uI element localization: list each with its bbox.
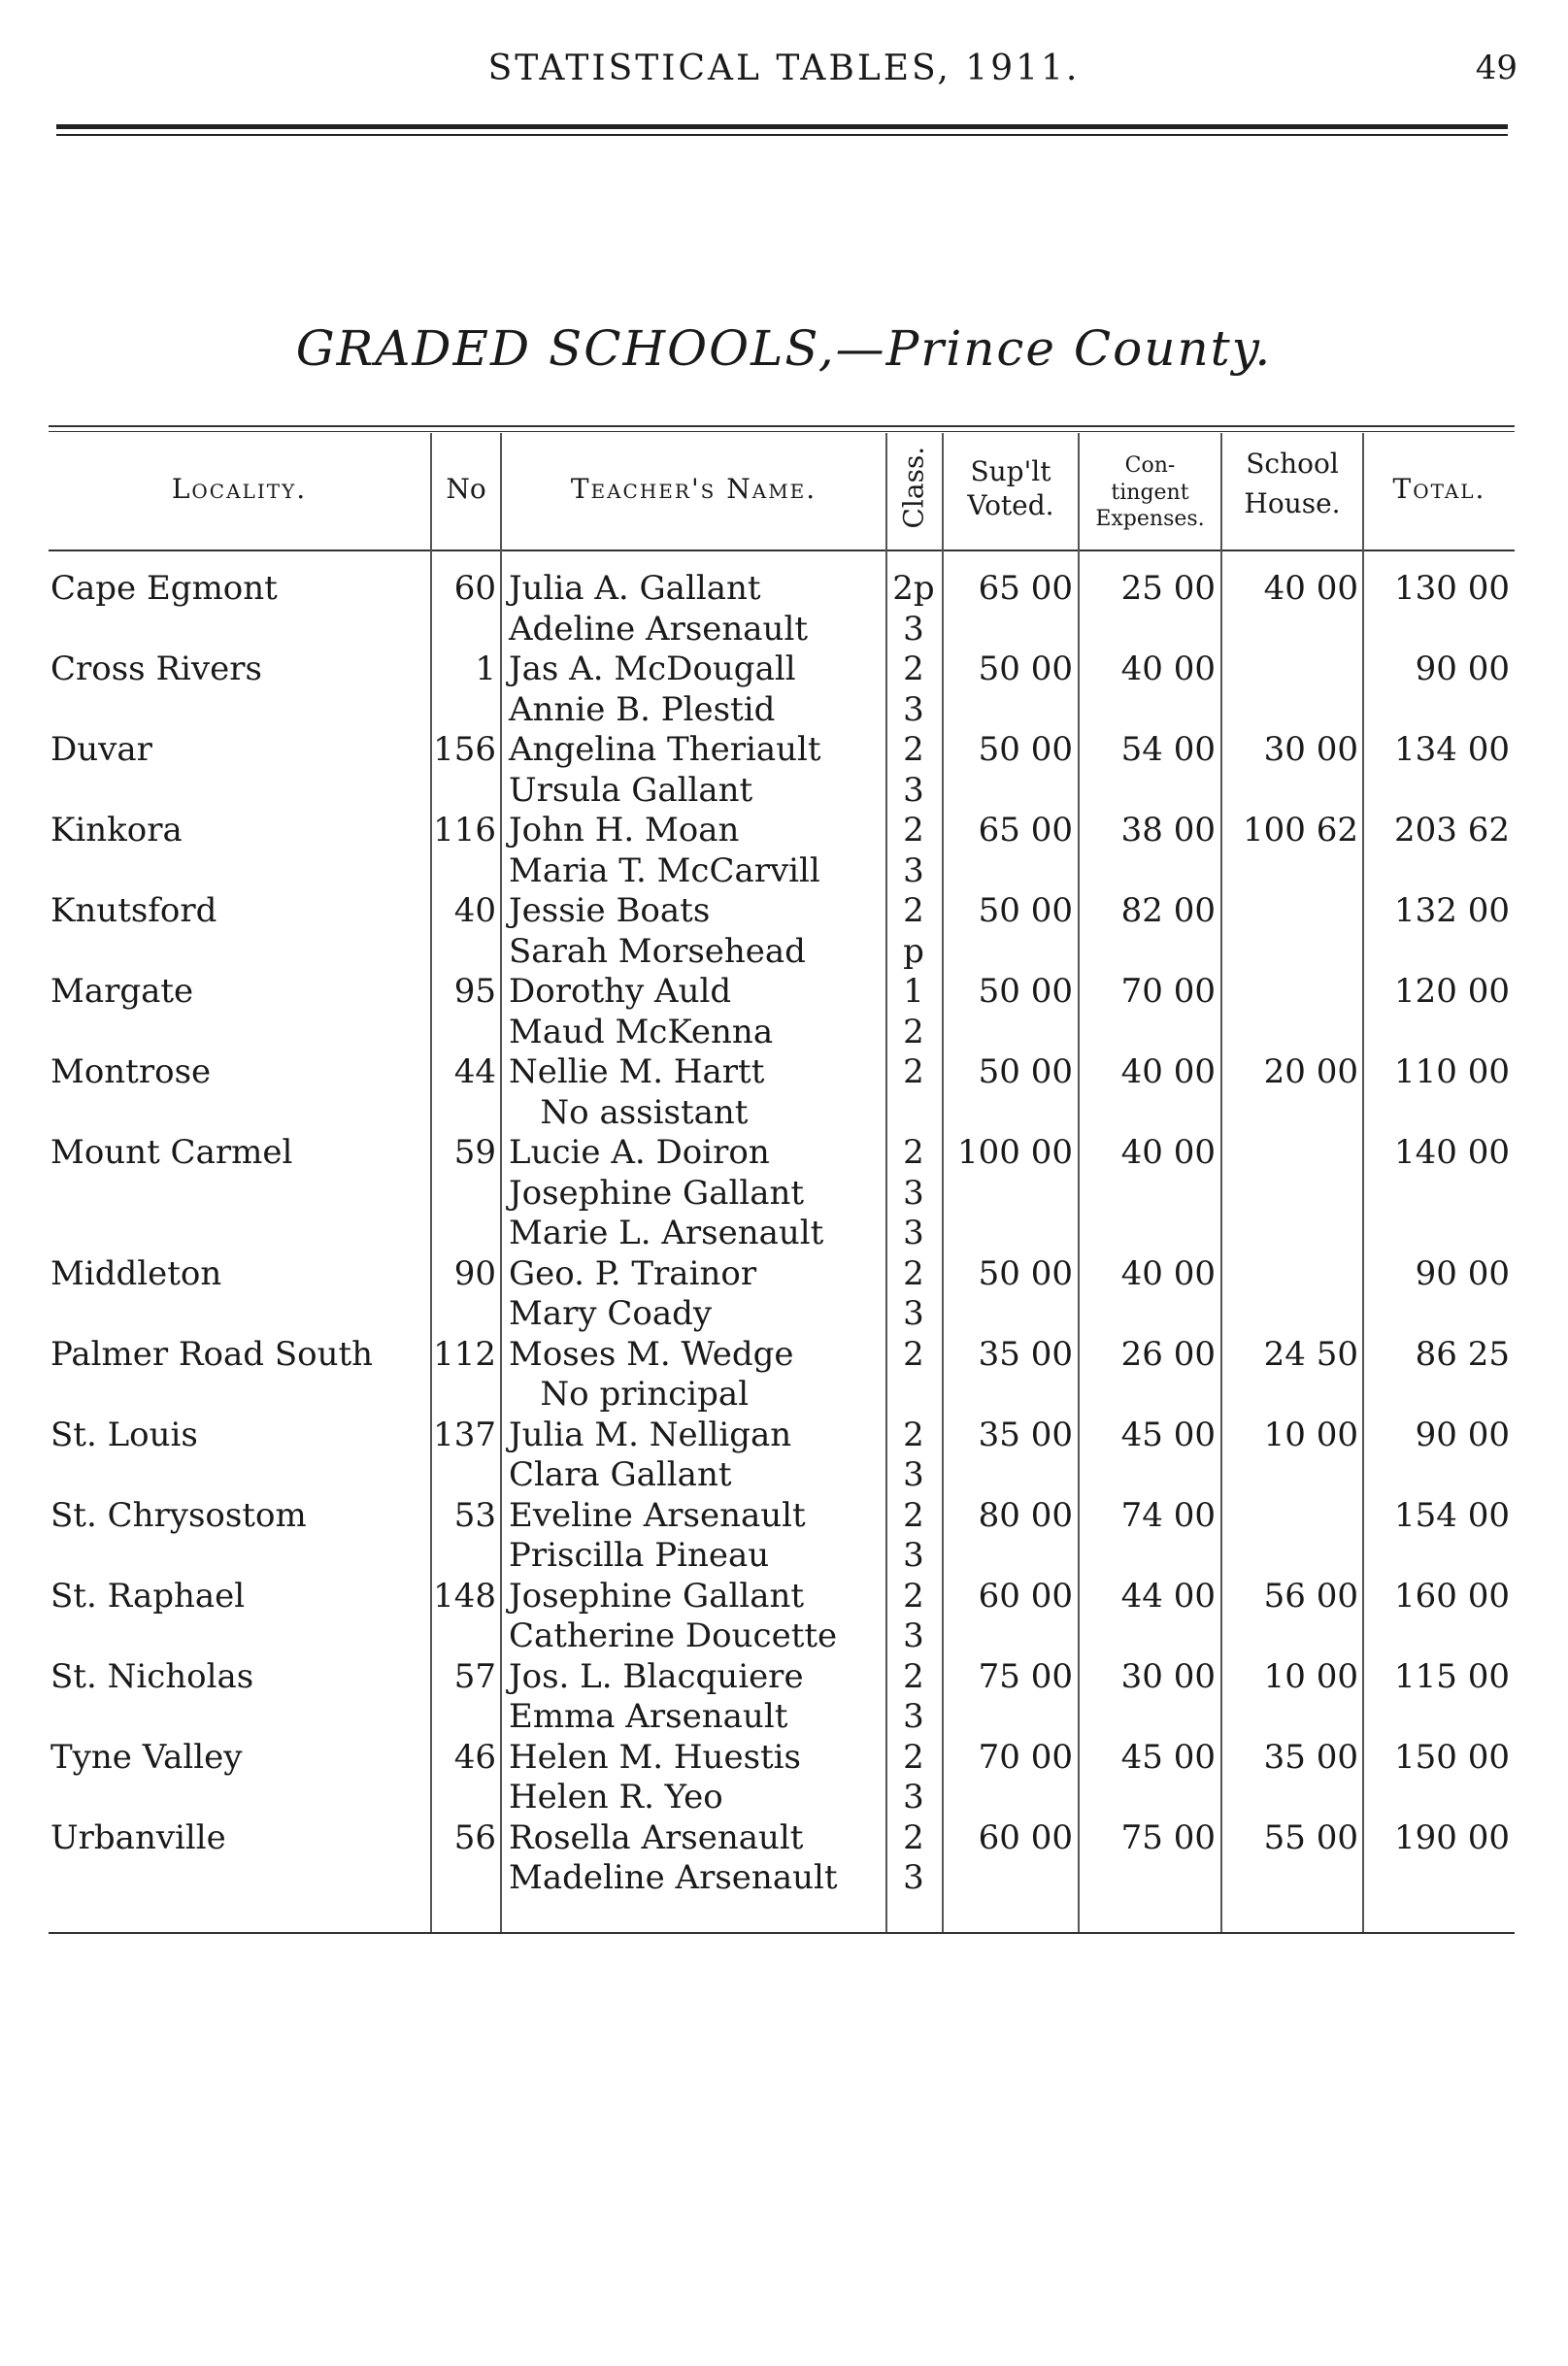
cell-locality: St. Louis: [50, 1415, 198, 1454]
cell-teacher: Nellie M. Hartt: [509, 1052, 765, 1091]
cell-class: 2: [903, 1576, 924, 1616]
cell-teacher: Madeline Arsenault: [509, 1858, 838, 1897]
cell-class: 2: [903, 1817, 924, 1857]
cell-contingent: 30 00: [1120, 1656, 1216, 1696]
cell-no: 40: [453, 891, 496, 930]
divider-no-teacher: [500, 433, 502, 1932]
cell-suplt: 75 00: [978, 1656, 1073, 1696]
cell-school-house: 35 00: [1263, 1737, 1358, 1777]
cell-total: 150 00: [1394, 1737, 1510, 1777]
header-class: Class.: [897, 446, 930, 529]
cell-class: 2: [903, 1052, 924, 1091]
cell-total: 90 00: [1415, 650, 1510, 688]
cell-teacher: Josephine Gallant: [509, 1576, 805, 1616]
cell-suplt: 50 00: [978, 1052, 1073, 1091]
header-no: No: [446, 473, 486, 505]
cell-no: 1: [475, 650, 496, 688]
cell-class: 3: [903, 609, 924, 649]
cell-contingent: 44 00: [1120, 1576, 1216, 1616]
cell-no: 56: [453, 1817, 496, 1857]
cell-no: 116: [433, 811, 496, 850]
cell-locality: Montrose: [50, 1052, 212, 1091]
cell-locality: Margate: [50, 972, 194, 1011]
cell-total: 154 00: [1394, 1495, 1510, 1535]
cell-suplt: 60 00: [978, 1576, 1073, 1616]
cell-class: 3: [903, 1697, 924, 1736]
cell-locality: Knutsford: [50, 891, 217, 930]
cell-teacher: Emma Arsenault: [509, 1697, 788, 1736]
cell-teacher: No principal: [509, 1375, 750, 1414]
cell-class: 3: [903, 770, 924, 810]
cell-total: 120 00: [1394, 972, 1510, 1011]
cell-class: 3: [903, 850, 924, 890]
cell-no: 57: [453, 1656, 496, 1696]
cell-locality: Middleton: [50, 1253, 222, 1293]
cell-suplt: 65 00: [978, 811, 1073, 850]
cell-school-house: 55 00: [1263, 1817, 1358, 1857]
cell-suplt: 35 00: [978, 1334, 1073, 1374]
cell-teacher: Helen R. Yeo: [509, 1778, 723, 1816]
cell-contingent: 45 00: [1120, 1737, 1216, 1777]
cell-class: 3: [903, 1536, 924, 1575]
cell-contingent: 45 00: [1120, 1415, 1216, 1454]
cell-class: 1: [903, 972, 924, 1011]
cell-class: 2: [903, 1133, 924, 1172]
cell-class: 2: [903, 1737, 924, 1777]
cell-total: 90 00: [1415, 1253, 1510, 1293]
header-suplt-line2: Voted.: [967, 489, 1054, 521]
cell-class: 2: [903, 650, 924, 688]
cell-class: 2: [903, 891, 924, 930]
header-locality: Locality.: [171, 473, 308, 505]
cell-teacher: Jessie Boats: [509, 891, 711, 930]
header-school-house: [1222, 447, 1362, 520]
header-suplt-line1: Sup'lt: [970, 455, 1051, 487]
cell-suplt: 80 00: [978, 1495, 1073, 1535]
cell-locality: Cape Egmont: [50, 569, 278, 608]
cell-teacher: Priscilla Pineau: [509, 1536, 770, 1575]
table-top-rule-2: [49, 431, 1515, 432]
cell-teacher: Angelina Theriault: [509, 730, 821, 769]
cell-suplt: 65 00: [978, 569, 1073, 608]
page-number: 49: [1475, 49, 1518, 87]
cell-school-house: 40 00: [1263, 569, 1358, 608]
cell-locality: Urbanville: [50, 1817, 226, 1857]
cell-teacher: Josephine Gallant: [509, 1173, 805, 1213]
cell-class: 3: [903, 1455, 924, 1494]
table-bottom-rule: [49, 1932, 1515, 1934]
cell-class: 3: [903, 1214, 924, 1252]
cell-total: 140 00: [1394, 1133, 1510, 1172]
cell-no: 53: [453, 1495, 496, 1535]
header-suplt: [944, 454, 1078, 522]
cell-class: 3: [903, 1616, 924, 1655]
cell-contingent: 54 00: [1120, 730, 1216, 769]
cell-total: 115 00: [1394, 1656, 1510, 1696]
header-school-house-line1: School: [1246, 448, 1339, 480]
cell-contingent: 26 00: [1120, 1334, 1216, 1374]
cell-teacher: No assistant: [509, 1092, 749, 1132]
cell-teacher: Helen M. Huestis: [509, 1737, 802, 1777]
cell-teacher: Julia A. Gallant: [509, 569, 761, 608]
cell-class: 3: [903, 1294, 924, 1333]
cell-total: 134 00: [1394, 730, 1510, 769]
cell-class: 2: [903, 1656, 924, 1696]
cell-total: 110 00: [1394, 1052, 1510, 1091]
cell-total: 130 00: [1394, 569, 1510, 608]
cell-no: 59: [453, 1133, 496, 1172]
cell-suplt: 70 00: [978, 1737, 1073, 1777]
cell-locality: St. Chrysostom: [50, 1495, 307, 1535]
cell-suplt: 50 00: [978, 730, 1073, 769]
cell-locality: Kinkora: [50, 811, 183, 850]
cell-teacher: Moses M. Wedge: [509, 1334, 794, 1374]
cell-class: p: [903, 931, 924, 971]
cell-teacher: Maud McKenna: [509, 1012, 774, 1051]
cell-contingent: 40 00: [1120, 650, 1216, 688]
cell-teacher: Clara Gallant: [509, 1455, 732, 1494]
table-top-rule: [49, 425, 1515, 427]
cell-suplt: 35 00: [978, 1415, 1073, 1454]
header-total: Total.: [1392, 473, 1486, 505]
cell-locality: St. Raphael: [50, 1576, 246, 1616]
cell-contingent: 40 00: [1120, 1253, 1216, 1293]
cell-contingent: 40 00: [1120, 1133, 1216, 1172]
cell-no: 156: [433, 730, 496, 769]
header-contingent-line1: Con-: [1124, 453, 1176, 478]
cell-class: 2: [903, 1415, 924, 1454]
cell-teacher: Sarah Morsehead: [509, 931, 806, 971]
cell-teacher: Eveline Arsenault: [509, 1495, 806, 1535]
cell-suplt: 50 00: [978, 1253, 1073, 1293]
header-bottom-rule: [49, 550, 1515, 551]
cell-total: 190 00: [1394, 1817, 1510, 1857]
cell-teacher: Jos. L. Blacquiere: [509, 1656, 804, 1696]
cell-teacher: Mary Coady: [509, 1294, 713, 1333]
cell-total: 90 00: [1415, 1415, 1510, 1454]
divider-cont-house: [1220, 433, 1222, 1932]
cell-suplt: 60 00: [978, 1817, 1073, 1857]
cell-teacher: Julia M. Nelligan: [509, 1415, 792, 1454]
cell-contingent: 40 00: [1120, 1052, 1216, 1091]
cell-teacher: Marie L. Arsenault: [509, 1214, 824, 1252]
cell-school-house: 24 50: [1263, 1334, 1358, 1374]
cell-no: 148: [433, 1576, 496, 1616]
cell-suplt: 50 00: [978, 891, 1073, 930]
cell-class: 2: [903, 1253, 924, 1293]
cell-no: 46: [453, 1737, 496, 1777]
header-contingent-line2: tingent: [1111, 480, 1189, 505]
cell-school-house: 10 00: [1263, 1656, 1358, 1696]
cell-locality: Mount Carmel: [50, 1133, 293, 1172]
cell-contingent: 25 00: [1120, 569, 1216, 608]
cell-class: 2p: [892, 569, 935, 608]
header-contingent-line3: Expenses.: [1095, 507, 1205, 531]
cell-suplt: 100 00: [957, 1133, 1073, 1172]
cell-no: 137: [433, 1415, 496, 1454]
cell-contingent: 38 00: [1120, 811, 1216, 850]
cell-class: 3: [903, 1858, 924, 1897]
cell-locality: Palmer Road South: [50, 1334, 374, 1374]
cell-school-house: 10 00: [1263, 1415, 1358, 1454]
header-teacher: Teacher's Name.: [570, 473, 817, 505]
page-header: [0, 49, 1568, 107]
cell-school-house: 30 00: [1263, 730, 1358, 769]
cell-teacher: Jas A. McDougall: [509, 650, 796, 688]
cell-contingent: 74 00: [1120, 1495, 1216, 1535]
cell-class: 3: [903, 689, 924, 729]
cell-no: 60: [453, 569, 496, 608]
cell-class: 2: [903, 730, 924, 769]
cell-teacher: Adeline Arsenault: [509, 609, 808, 649]
header-rule-thick: [56, 124, 1508, 129]
header-contingent: [1080, 452, 1220, 533]
cell-teacher: Catherine Doucette: [509, 1616, 838, 1655]
running-title: STATISTICAL TABLES, 1911.: [487, 49, 1081, 88]
cell-contingent: 75 00: [1120, 1817, 1216, 1857]
cell-locality: St. Nicholas: [50, 1656, 254, 1696]
cell-school-house: 100 62: [1243, 811, 1358, 850]
cell-no: 90: [453, 1253, 496, 1293]
cell-teacher: Lucie A. Doiron: [509, 1133, 770, 1172]
cell-locality: Duvar: [50, 730, 152, 769]
cell-class: 3: [903, 1778, 924, 1816]
section-title: GRADED SCHOOLS,—Prince County.: [295, 320, 1273, 377]
cell-class: 2: [903, 1495, 924, 1535]
cell-no: 44: [453, 1052, 496, 1091]
cell-teacher: Ursula Gallant: [509, 770, 753, 810]
cell-total: 203 62: [1394, 811, 1510, 850]
header-rule-thin: [56, 134, 1508, 136]
cell-locality: Tyne Valley: [50, 1737, 243, 1777]
cell-school-house: 20 00: [1263, 1052, 1358, 1091]
cell-locality: Cross Rivers: [50, 650, 262, 688]
cell-class: 2: [903, 1012, 924, 1051]
header-school-house-line2: House.: [1244, 487, 1341, 519]
cell-no: 95: [453, 972, 496, 1011]
cell-contingent: 70 00: [1120, 972, 1216, 1011]
cell-suplt: 50 00: [978, 972, 1073, 1011]
cell-total: 160 00: [1394, 1576, 1510, 1616]
cell-school-house: 56 00: [1263, 1576, 1358, 1616]
cell-total: 132 00: [1394, 891, 1510, 930]
cell-teacher: John H. Moan: [509, 811, 740, 850]
cell-teacher: Annie B. Plestid: [509, 689, 776, 729]
cell-class: 2: [903, 811, 924, 850]
cell-suplt: 50 00: [978, 650, 1073, 688]
cell-class: 2: [903, 1334, 924, 1374]
cell-teacher: Dorothy Auld: [509, 972, 732, 1011]
cell-no: 112: [433, 1334, 496, 1374]
cell-teacher: Rosella Arsenault: [509, 1817, 804, 1857]
cell-class: 3: [903, 1173, 924, 1213]
cell-contingent: 82 00: [1120, 891, 1216, 930]
cell-total: 86 25: [1415, 1334, 1510, 1374]
cell-teacher: Geo. P. Trainor: [509, 1253, 757, 1293]
cell-teacher: Maria T. McCarvill: [509, 850, 820, 890]
